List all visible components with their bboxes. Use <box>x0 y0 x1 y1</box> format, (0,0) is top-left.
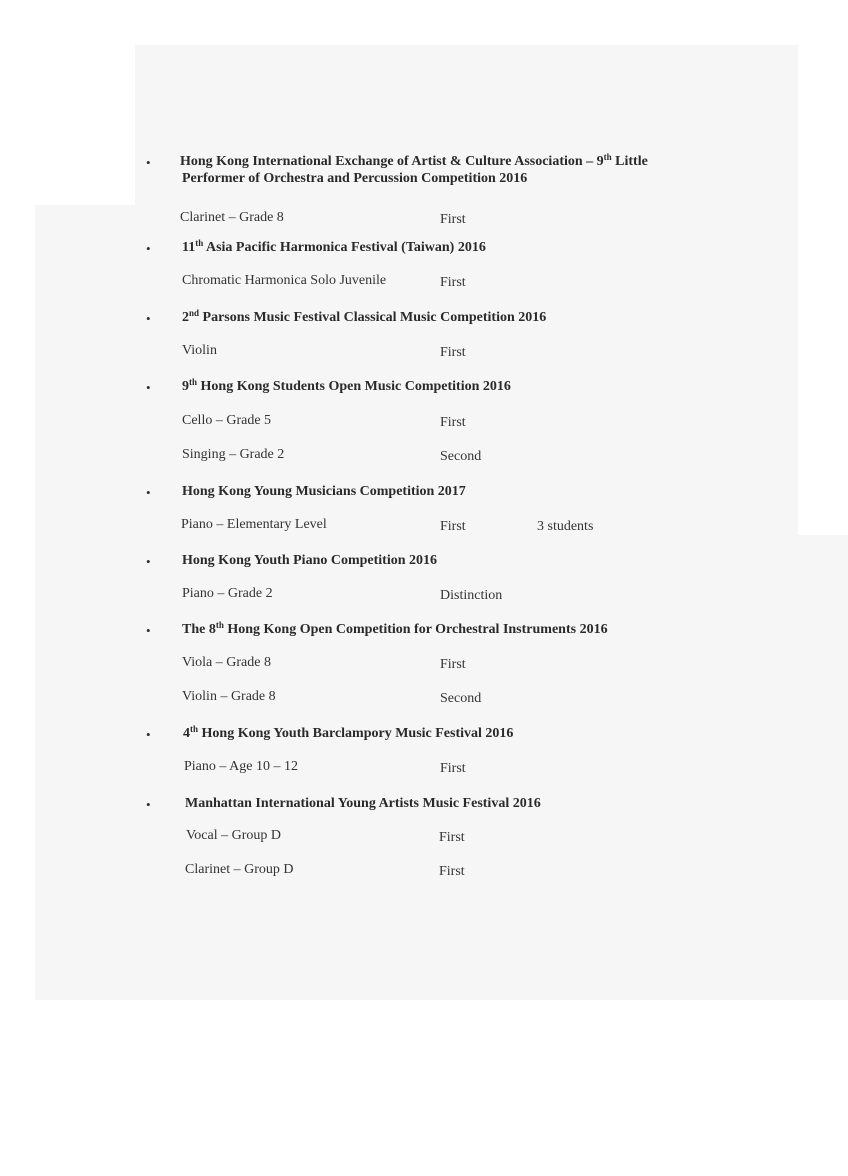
competition-title <box>185 795 541 812</box>
award-result: First <box>440 212 466 227</box>
bullet-icon: • <box>146 623 151 638</box>
competition-title <box>182 552 437 569</box>
title-text: Hong Kong Open Competition for Orchestral Instruments 2016 <box>223 622 608 637</box>
bullet-icon: • <box>146 485 151 500</box>
award-row <box>0 759 848 777</box>
award-note: 3 students <box>537 519 594 534</box>
award-result: First <box>440 761 466 776</box>
title-text: The 8 <box>182 622 216 637</box>
bullet-icon: • <box>146 727 151 742</box>
title-text: Hong Kong Students Open Music Competition 2016 <box>197 379 511 394</box>
award-category: Vocal – Group D <box>186 828 282 843</box>
bullet-icon: • <box>146 241 151 256</box>
competition-title <box>182 483 466 500</box>
award-row <box>0 413 848 431</box>
award-category: Violin – Grade 8 <box>182 689 276 704</box>
award-row <box>0 210 848 228</box>
award-category: Piano – Elementary Level <box>181 517 327 532</box>
ordinal-suffix: th <box>190 724 199 734</box>
title-text: Asia Pacific Harmonica Festival (Taiwan) 2016 <box>203 240 486 255</box>
award-row <box>0 828 848 846</box>
award-category: Chromatic Harmonica Solo Juvenile <box>182 273 387 288</box>
competition-title <box>182 378 511 395</box>
award-category: Viola – Grade 8 <box>182 655 271 670</box>
award-category: Violin <box>182 343 217 358</box>
ordinal-suffix: th <box>215 620 224 630</box>
award-result: First <box>440 657 466 672</box>
competition-title <box>182 239 486 256</box>
award-category: Clarinet – Grade 8 <box>180 210 284 225</box>
title-text: 11 <box>182 240 196 255</box>
award-result: First <box>439 830 465 845</box>
award-category: Cello – Grade 5 <box>182 413 272 428</box>
award-row <box>0 655 848 673</box>
award-result: First <box>440 275 466 290</box>
title-text: 4 <box>183 726 190 741</box>
award-category: Piano – Grade 2 <box>182 586 273 601</box>
award-result: Second <box>440 691 482 706</box>
title-text: Manhattan International Young Artists Music Festival 2016 <box>185 796 541 811</box>
competition-title <box>180 153 648 170</box>
award-row <box>0 273 848 291</box>
title-text: 9 <box>182 379 189 394</box>
award-result: First <box>440 345 466 360</box>
award-result: First <box>439 864 465 879</box>
bullet-icon: • <box>146 554 151 569</box>
award-row <box>0 517 848 535</box>
award-result: First <box>440 519 466 534</box>
title-text: Hong Kong International Exchange of Artist & Culture Association – 9 <box>180 154 604 169</box>
competition-title-line2: Performer of Orchestra and Percussion Competition 2016 <box>182 171 528 186</box>
ordinal-suffix: th <box>189 377 198 387</box>
award-row <box>0 862 848 880</box>
award-row <box>0 689 848 707</box>
title-text: Hong Kong Youth Barclampory Music Festival 2016 <box>198 726 514 741</box>
award-category: Singing – Grade 2 <box>182 447 285 462</box>
award-row <box>0 447 848 465</box>
title-text: Little <box>611 154 648 169</box>
award-result: Distinction <box>440 588 503 603</box>
ordinal-suffix: th <box>195 238 204 248</box>
competition-title <box>182 621 608 638</box>
competition-title <box>182 309 546 326</box>
ordinal-suffix: th <box>603 152 612 162</box>
award-category: Clarinet – Group D <box>185 862 294 877</box>
title-text: Hong Kong Youth Piano Competition 2016 <box>182 553 438 568</box>
award-result: Second <box>440 449 482 464</box>
title-text: 2 <box>182 310 189 325</box>
title-text: Parsons Music Festival Classical Music Competition 2016 <box>199 310 547 325</box>
bullet-icon: • <box>146 311 151 326</box>
ordinal-suffix: nd <box>189 308 200 318</box>
award-row <box>0 343 848 361</box>
bullet-icon: • <box>146 380 151 395</box>
bullet-icon: • <box>146 797 151 812</box>
award-result: First <box>440 415 466 430</box>
award-row <box>0 586 848 604</box>
title-text: Hong Kong Young Musicians Competition 2017 <box>182 484 466 499</box>
competition-title <box>183 725 513 742</box>
award-category: Piano – Age 10 – 12 <box>184 759 298 774</box>
bullet-icon: • <box>146 155 151 170</box>
